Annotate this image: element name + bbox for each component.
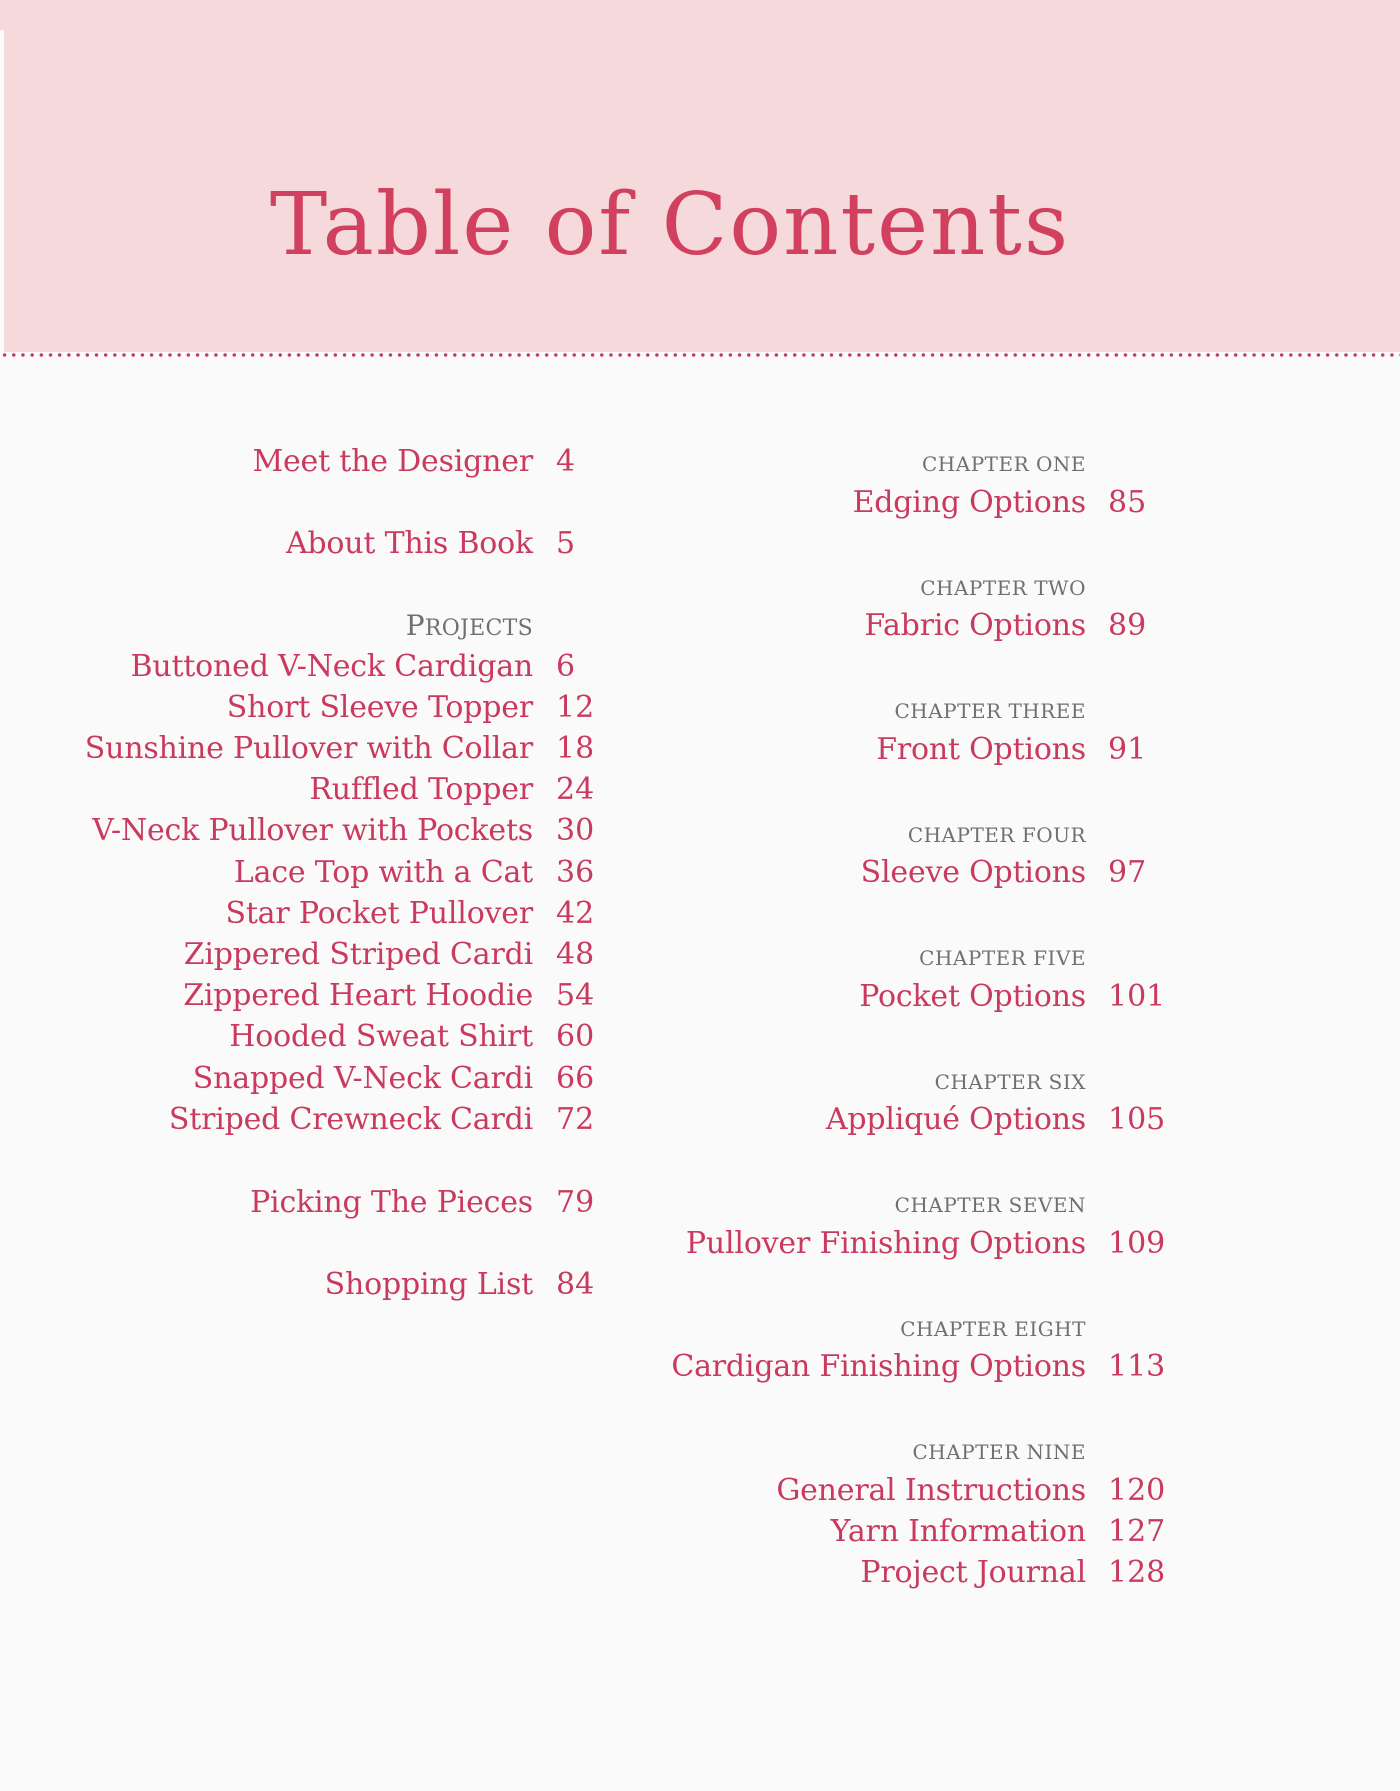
chapter-label: CHAPTER SEVEN — [894, 1193, 1086, 1217]
chapter-label: CHAPTER SIX — [934, 1070, 1086, 1094]
page-number: 97 — [1108, 855, 1147, 890]
page-number: 48 — [556, 937, 595, 972]
entry-title: Meet the Designer — [252, 444, 533, 479]
chapter-label: CHAPTER THREE — [894, 699, 1086, 723]
label-rest: ROJECTS — [424, 616, 533, 641]
entry-title: Snapped V-Neck Cardi — [192, 1061, 533, 1096]
page-title-text: Table of Contents — [269, 175, 1071, 275]
page-number: 91 — [1108, 732, 1147, 767]
entry-title: About This Book — [285, 526, 533, 561]
entry-title: Pullover Finishing Options — [685, 1226, 1086, 1261]
page-number: 128 — [1108, 1555, 1166, 1590]
entry-title: Zippered Heart Hoodie — [183, 978, 533, 1013]
entry-title: Front Options — [876, 732, 1086, 767]
chapter-label: CHAPTER EIGHT — [900, 1317, 1086, 1341]
page-number: 127 — [1108, 1514, 1166, 1549]
entry-title: Fabric Options — [864, 608, 1086, 643]
entry-title: Short Sleeve Topper — [226, 690, 533, 725]
page-title — [0, 175, 1400, 275]
page-number: 42 — [556, 896, 595, 931]
page-number: 18 — [556, 731, 595, 766]
page-number: 85 — [1108, 485, 1147, 520]
page-number: 30 — [556, 813, 595, 848]
label-initial: P — [405, 609, 425, 642]
chapter-label: CHAPTER NINE — [912, 1440, 1086, 1464]
chapter-label: CHAPTER FOUR — [907, 823, 1086, 847]
entry-title: Pocket Options — [859, 979, 1086, 1014]
entry-title: Zippered Striped Cardi — [183, 937, 533, 972]
entry-title: Sleeve Options — [860, 855, 1086, 890]
entry-title: Striped Crewneck Cardi — [168, 1102, 533, 1137]
page-number: 4 — [556, 444, 576, 479]
entry-title: Edging Options — [852, 485, 1086, 520]
page-number: 79 — [556, 1185, 595, 1220]
entry-title: Lace Top with a Cat — [233, 855, 533, 890]
page-number: 5 — [556, 526, 576, 561]
page-number: 6 — [556, 649, 576, 684]
entry-title: Ruffled Topper — [309, 772, 533, 807]
page-number: 24 — [556, 772, 595, 807]
page-number: 101 — [1108, 979, 1166, 1014]
entry-title: Cardigan Finishing Options — [671, 1349, 1086, 1384]
entry-title: Shopping List — [324, 1267, 533, 1302]
page-number: 120 — [1108, 1473, 1166, 1508]
page-number: 105 — [1108, 1102, 1166, 1137]
page-number: 66 — [556, 1061, 595, 1096]
entry-title: Project Journal — [860, 1555, 1086, 1590]
page-number: 89 — [1108, 608, 1147, 643]
page-number: 12 — [556, 690, 595, 725]
section-label-projects — [405, 609, 533, 642]
page-number: 72 — [556, 1102, 595, 1137]
entry-title: Appliqué Options — [825, 1102, 1086, 1137]
chapter-label: CHAPTER FIVE — [919, 946, 1086, 970]
chapter-label: CHAPTER TWO — [920, 576, 1086, 600]
dotted-divider — [0, 351, 1400, 359]
entry-title: Star Pocket Pullover — [225, 896, 533, 931]
page-number: 36 — [556, 855, 595, 890]
page-number: 109 — [1108, 1226, 1166, 1261]
entry-title: Buttoned V-Neck Cardigan — [130, 649, 533, 684]
entry-title: Hooded Sweat Shirt — [229, 1019, 533, 1054]
page-number: 84 — [556, 1267, 595, 1302]
entry-title: Picking The Pieces — [250, 1185, 533, 1220]
entry-title: Sunshine Pullover with Collar — [84, 731, 533, 766]
chapter-label: CHAPTER ONE — [922, 452, 1086, 476]
entry-title: V-Neck Pullover with Pockets — [92, 813, 533, 848]
entry-title: General Instructions — [776, 1473, 1086, 1508]
page-number: 60 — [556, 1019, 595, 1054]
entry-title: Yarn Information — [830, 1514, 1086, 1549]
page-number: 54 — [556, 978, 595, 1013]
page-number: 113 — [1108, 1349, 1166, 1384]
